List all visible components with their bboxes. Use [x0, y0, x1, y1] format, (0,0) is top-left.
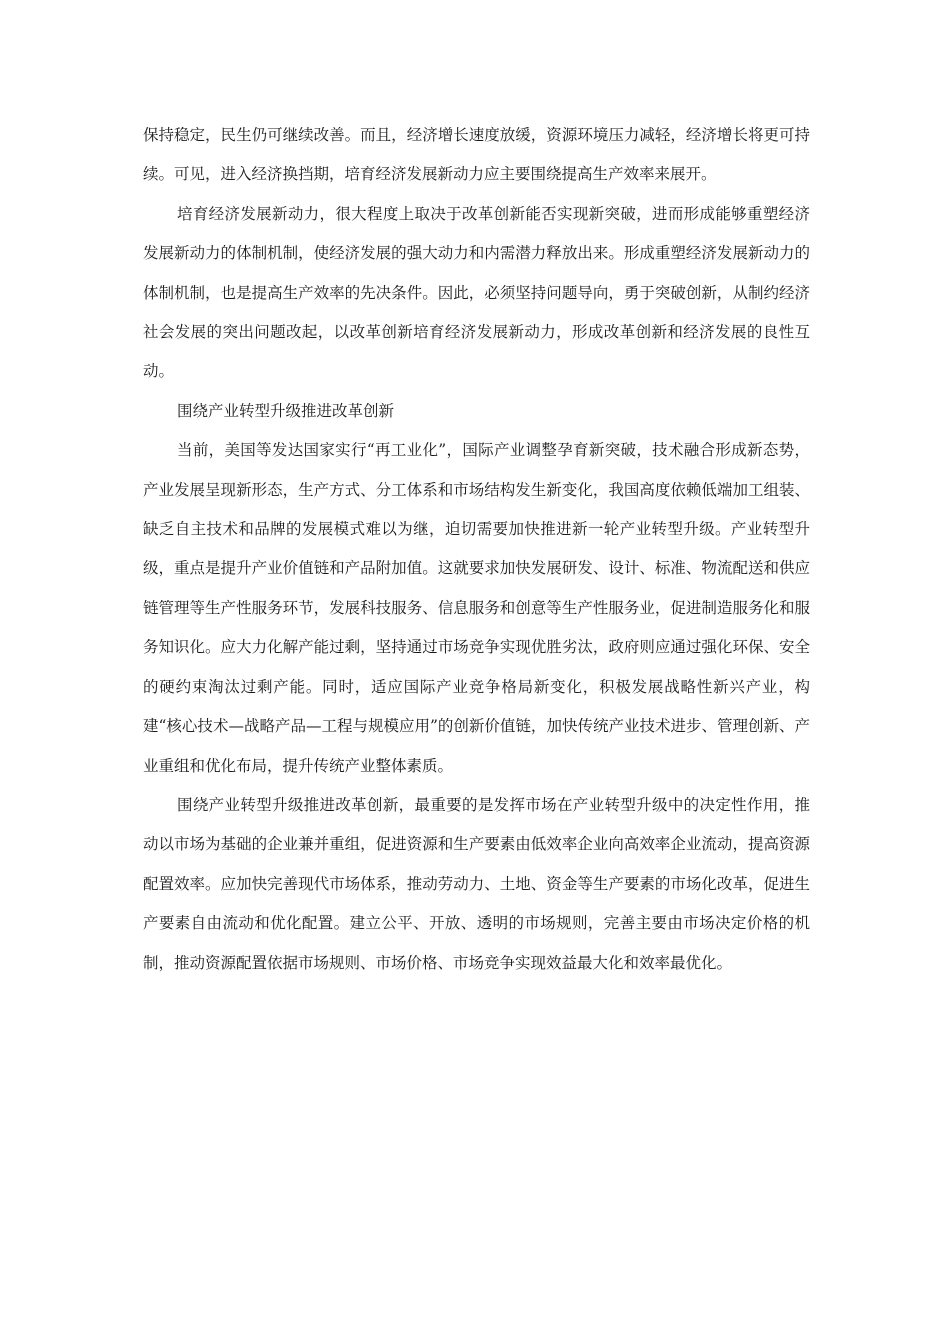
section-heading: 围绕产业转型升级推进改革创新: [177, 401, 395, 420]
paragraph-1: 保持稳定，民生仍可继续改善。而且，经济增长速度放缓，资源环境压力减轻，经济增长将更可持续。可见，进入经济换挡期，培育经济发展新动力应主要围绕提高生产效率来展开。: [143, 126, 810, 184]
paragraph-3: 当前，美国等发达国家实行“再工业化”，国际产业调整孕育新突破，技术融合形成新态势，产业发展呈现新形态，生产方式、分工体系和市场结构发生新变化，我国高度依赖低端加工组装、缺乏自主技术和品牌的发展模式难以为继，迫切需要加快推进新一轮产业转型升级。产业转型升级，重点是提升产业价值链和产品附加值。这就要求加快发展研发、设计、标准、物流配送和供应链管理等生产性服务环节，发展科技服务、信息服务和创意等生产性服务业，促进制造服务化和服务知识化。应大力化解产能过剩，坚持通过市场竞争实现优胜劣汰，政府则应通过强化环保、安全的硬约束淘汰过剩产能。同时，适应国际产业竞争格局新变化，积极发展战略性新兴产业，构建“核心技术—战略产品—工程与规模应用”的创新价值链，加快传统产业技术进步、管理创新、产业重组和优化布局，提升传统产业整体素质。: [143, 441, 810, 775]
paragraph-4: 围绕产业转型升级推进改革创新，最重要的是发挥市场在产业转型升级中的决定性作用，推动以市场为基础的企业兼并重组，促进资源和生产要素由低效率企业向高效率企业流动，提高资源配置效率。应加快完善现代市场体系，推动劳动力、土地、资金等生产要素的市场化改革，促进生产要素自由流动和优化配置。建立公平、开放、透明的市场规则，完善主要由市场决定价格的机制，推动资源配置依据市场规则、市场价格、市场竞争实现效益最大化和效率最优化。: [143, 795, 810, 972]
paragraph-2: 培育经济发展新动力，很大程度上取决于改革创新能否实现新突破，进而形成能够重塑经济发展新动力的体制机制，使经济发展的强大动力和内需潜力释放出来。形成重塑经济发展新动力的体制机制，也是提高生产效率的先决条件。因此，必须坚持问题导向，勇于突破创新，从制约经济社会发展的突出问题改起，以改革创新培育经济发展新动力，形成改革创新和经济发展的良性互动。: [143, 204, 810, 381]
document-body: [143, 116, 810, 983]
